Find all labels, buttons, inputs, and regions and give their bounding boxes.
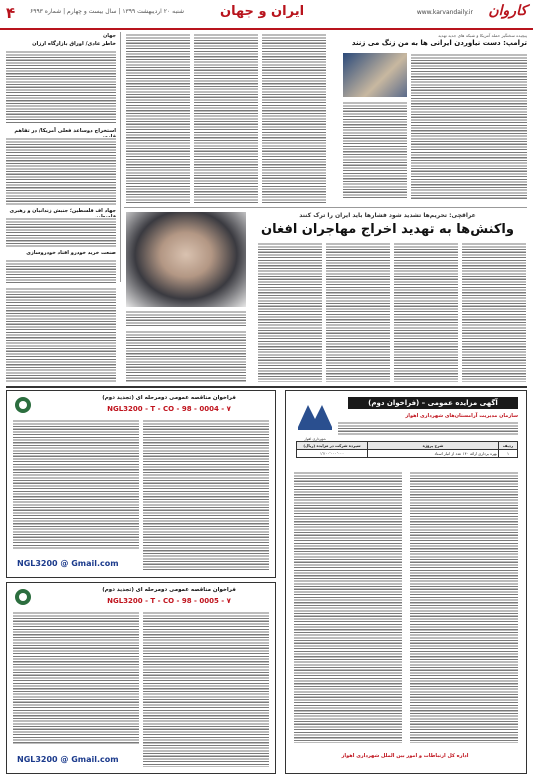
call-ad-title: فراخوان مناقصه عمومی دومرحله ای (تجدید دوم) — [102, 587, 236, 593]
left-headline-4: صنعت خرید خودرو افتاد خودروسازی — [26, 250, 116, 256]
website-url[interactable]: www.karvandaily.ir — [416, 9, 473, 16]
main-story-caption — [126, 310, 246, 326]
table-header-cell: شرح پروژه — [368, 442, 499, 450]
tender-logo — [294, 397, 336, 439]
main-body-col-3 — [326, 242, 390, 382]
main-story-photo — [126, 212, 246, 307]
tender-ad — [285, 390, 527, 774]
table-cell: بهره برداری ارائه ۱۴۰ عدد از انبار اسناد — [368, 450, 499, 458]
tender-table — [296, 441, 518, 458]
left-body-1 — [6, 50, 116, 124]
top-story-headline: ترامپ: دست نیاوردن ایرانی ها به من زنگ می زنند — [351, 39, 527, 47]
call-ad-1 — [6, 390, 276, 578]
tender-footer: اداره کل ارتباطات و امور بین الملل شهرداری اهواز — [341, 753, 469, 759]
left-headline-2: استخراج دوساعد فعلی آمریکا/ در تفاهم — [14, 128, 116, 134]
company-logo-icon — [13, 587, 33, 607]
page-header — [0, 0, 533, 30]
left-body-4 — [6, 259, 116, 283]
left-headline-3: جهاد اف فلسطین؛ جنبش زندانیان و رهبری — [9, 208, 116, 214]
main-story-top-rule — [124, 207, 527, 208]
call-ad-body-left — [13, 611, 139, 745]
tender-logo-label: شهرداری اهواز — [304, 437, 326, 441]
left-body-3 — [6, 217, 116, 247]
left-body-2 — [6, 137, 116, 205]
call-ad-code: NGL3200 - T - CO - 98 - 0005 - ۷ — [107, 597, 231, 605]
section-title: ایران و جهان — [220, 4, 305, 19]
call-ad-title: فراخوان مناقصه عمومی دومرحله ای (تجدید دوم) — [102, 395, 236, 401]
call-ad-code: NGL3200 - T - CO - 98 - 0004 - ۷ — [107, 405, 231, 413]
main-body-col-2 — [394, 242, 458, 382]
company-logo-icon — [13, 395, 33, 415]
tender-body-right — [410, 471, 518, 743]
center-top-col-1 — [262, 33, 326, 203]
ads-top-rule — [6, 386, 527, 388]
call-ad-body-left — [13, 419, 139, 549]
center-top-col-2 — [194, 33, 258, 203]
top-story — [343, 33, 527, 203]
call-ad-logo — [13, 395, 33, 415]
main-story-headline: واکنش‌ها به تهدید اخراج مهاجران افغان — [261, 222, 514, 237]
dateline: شنبه ۲۰ اردیبهشت ۱۳۹۹ | سال بیست و چهارم | شماره ۶۹۹۳ — [30, 8, 184, 15]
top-story-kicker: پیچیده سختگیر حمله آمریکا و شبکه های جدید تهدید — [438, 33, 527, 38]
tender-body-left — [294, 471, 402, 743]
call-ad-2 — [6, 582, 276, 774]
main-body-col-1 — [462, 242, 526, 382]
tender-title: آگهی مزایده عمومی – (فراخوان دوم) — [348, 397, 518, 409]
call-ad-body-right — [143, 419, 269, 571]
table-cell: ۱ — [499, 450, 518, 458]
call-ad-body-right — [143, 611, 269, 767]
tender-intro — [338, 421, 518, 435]
center-top-col-3 — [126, 33, 190, 203]
main-body-col-5 — [126, 330, 246, 382]
newspaper-logo: کاروان — [488, 3, 527, 19]
page-number: ۴ — [6, 4, 16, 22]
left-body-5 — [6, 287, 116, 382]
top-story-body — [411, 53, 527, 199]
top-story-body-2 — [343, 101, 407, 199]
tender-org: سازمان مدیریت آرامستان‌های شهرداری اهواز — [405, 413, 518, 419]
municipality-logo-icon — [294, 397, 336, 433]
call-ad-email[interactable]: NGL3200 @ Gmail.com — [17, 559, 119, 568]
call-ad-email[interactable]: NGL3200 @ Gmail.com — [17, 755, 119, 764]
main-story-kicker: عراقچی: تحریم‌ها تشدید شود فشارها باید ایران را ترک کنند — [299, 212, 476, 219]
table-header-cell: ردیف — [499, 442, 518, 450]
top-story-photo — [343, 53, 407, 97]
column-divider — [120, 32, 121, 282]
main-body-col-4 — [258, 242, 322, 382]
left-column-kicker: جهان — [102, 33, 116, 39]
table-header-cell: سپرده شرکت در مزایده (ریال) — [297, 442, 368, 450]
call-ad-logo — [13, 587, 33, 607]
table-cell: ۱٬۲۰۰٬۰۰۰٬۰۰۰ — [297, 450, 368, 458]
left-headline-1: خاطر عادی/ اوراق بازارگاه ارزان — [32, 41, 116, 47]
